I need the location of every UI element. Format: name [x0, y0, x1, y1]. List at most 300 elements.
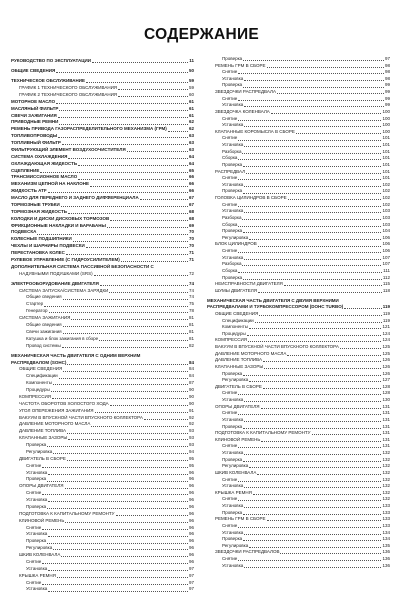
leader-dots — [42, 563, 188, 564]
toc-entry — [11, 449, 194, 456]
toc-page-number: 136 — [382, 549, 390, 555]
toc-entry-title: Процедуры — [222, 330, 246, 336]
leader-dots — [63, 333, 188, 334]
leader-dots — [244, 507, 381, 508]
toc-entry — [11, 504, 194, 511]
toc-page-number: 96 — [188, 510, 194, 516]
leader-dots — [258, 292, 382, 293]
toc-entry — [207, 235, 390, 242]
toc-page-number: 66 — [188, 181, 194, 187]
toc-entry-title: РУЛЕВОЕ УПРАВЛЕНИЕ (С ГИДРОУСИЛИТЕЛЕМ) — [11, 256, 120, 262]
toc-page-number: 101 — [382, 135, 390, 141]
leader-dots — [109, 292, 188, 293]
toc-entry-title: КРЫШКА РЕМНЯ — [215, 489, 252, 495]
toc-entry-title: Установка — [222, 397, 244, 403]
toc-page-number: 71 — [188, 256, 194, 262]
toc-entry-title: ПРИВОДНЫЕ РЕМНИ — [11, 119, 59, 125]
toc-page-number: 97 — [188, 572, 194, 578]
toc-page-number: 97 — [188, 579, 194, 585]
toc-page-number: 69 — [188, 222, 194, 228]
toc-entry — [207, 228, 390, 235]
toc-entry — [207, 281, 390, 288]
toc-entry — [207, 470, 390, 477]
toc-page-number: 124 — [382, 337, 390, 343]
toc-page-number: 74 — [188, 287, 194, 293]
toc-entry — [207, 324, 390, 331]
toc-entry-title: Разборка — [222, 261, 242, 267]
toc-page-number: 132 — [382, 469, 390, 475]
toc-entry — [11, 415, 194, 422]
leader-dots — [238, 560, 381, 561]
toc-page-number: 100 — [382, 115, 390, 121]
toc-page-number: 96 — [188, 490, 194, 496]
toc-entry — [11, 126, 194, 133]
toc-page-number: 107 — [382, 261, 390, 267]
toc-entry-title: Регулировка — [222, 463, 249, 469]
toc-page-number: 11 — [189, 58, 194, 63]
toc-page-number: 84 — [188, 366, 194, 372]
leader-dots — [42, 584, 188, 585]
toc-entry-title: Проверка — [222, 423, 243, 429]
toc-page-number: 101 — [382, 175, 390, 181]
toc-entry — [207, 182, 390, 189]
toc-entry — [207, 450, 390, 457]
toc-entry — [11, 353, 194, 360]
toc-entry — [207, 543, 390, 550]
toc-entry — [207, 129, 390, 136]
toc-entry — [11, 586, 194, 593]
toc-entry-title: Спецификации — [26, 373, 58, 379]
leader-dots — [238, 447, 381, 448]
toc-entry — [11, 92, 194, 99]
toc-entry — [207, 563, 390, 570]
toc-entry — [11, 106, 194, 113]
toc-entry-title: Катушка и блок зажигания в сборе — [26, 335, 99, 341]
toc-page-number: 60 — [188, 91, 194, 97]
toc-page-number: 100 — [382, 128, 390, 134]
toc-entry-title: Снятие — [222, 443, 238, 449]
leader-dots — [238, 394, 381, 395]
toc-page-number: 64 — [188, 153, 194, 159]
toc-page-number: 132 — [382, 496, 390, 502]
leader-dots — [49, 312, 188, 313]
toc-page-number: 128 — [382, 383, 390, 389]
toc-entry-title: Снятие — [222, 410, 238, 416]
toc-entry — [207, 268, 390, 275]
toc-entry-title: НАДУВНЫМИ ПОДУШКАМИ (SRS) — [19, 270, 93, 276]
toc-entry — [11, 580, 194, 587]
toc-entry — [11, 308, 194, 315]
toc-entry — [207, 275, 390, 282]
toc-entry-title: ТРАНСМИССИОННОЕ МАСЛО — [11, 174, 78, 180]
leader-dots — [48, 570, 188, 571]
leader-dots — [246, 173, 381, 174]
toc-entry-title: Установка — [222, 483, 244, 489]
toc-entry-title: Проверка — [26, 442, 47, 447]
toc-entry-title: ШКИВ КОЛЕНВАЛА — [215, 469, 257, 475]
toc-page-number: 90 — [188, 393, 194, 399]
toc-entry — [11, 119, 194, 126]
toc-entry — [11, 343, 194, 350]
toc-entry — [207, 483, 390, 490]
toc-entry-title: Снятие — [222, 201, 238, 207]
leader-dots — [244, 454, 381, 455]
leader-dots — [238, 527, 381, 528]
toc-page-number: 91 — [188, 407, 194, 413]
toc-entry — [207, 437, 390, 444]
toc-entry-title: ДАВЛЕНИЕ ТОПЛИВА — [19, 428, 67, 434]
toc-entry — [207, 503, 390, 510]
toc-page-number: 67 — [188, 195, 194, 200]
toc-entry-title: КЛАПАННЫЕ ЗАЗОРЫ — [19, 435, 68, 441]
leader-dots — [243, 375, 381, 376]
toc-entry-title: ВАКУУМ В ВПУСКНОЙ ЧАСТИ ВПУСКНОГО КОЛЛЕКТОРА — [215, 344, 339, 350]
toc-entry — [11, 545, 194, 552]
toc-entry — [11, 250, 194, 257]
toc-entry-title: Спецификации — [222, 317, 254, 323]
toc-entry-title: Установка — [222, 503, 244, 509]
leader-dots — [277, 93, 384, 94]
toc-entry-title: Провод системы — [26, 342, 61, 348]
toc-entry-title: МОТОРНОЕ МАСЛО — [11, 98, 56, 104]
toc-entry — [207, 142, 390, 149]
toc-entry — [207, 377, 390, 384]
leader-dots — [73, 241, 188, 242]
toc-entry — [207, 496, 390, 503]
toc-entry-title: Снятие — [222, 95, 238, 101]
toc-entry — [207, 102, 390, 109]
leader-dots — [243, 232, 381, 233]
toc-entry-title: КОЛОДКИ И ДИСКИ ДИСКОВЫХ ТОРМОЗОВ — [11, 215, 110, 221]
leader-dots — [244, 401, 381, 402]
toc-page-number: 97 — [188, 586, 194, 592]
toc-page-number: 63 — [188, 133, 194, 139]
toc-page-number: 131 — [382, 443, 390, 449]
toc-entry-title: Проверка — [26, 503, 47, 509]
leader-dots — [243, 60, 384, 61]
toc-page-number: 131 — [382, 436, 390, 442]
toc-entry-title: РЕМЕНЬ ГРМ В СБОРЕ — [215, 516, 266, 522]
leader-dots — [244, 259, 381, 260]
toc-entry-title: РУКОВОДСТВО ПО ЭКСПЛУАТАЦИИ — [11, 58, 92, 63]
leader-dots — [238, 226, 381, 227]
toc-page-number: 96 — [188, 469, 194, 475]
toc-page-number: 133 — [382, 522, 390, 528]
toc-entry-title: ДВИГАТЕЛЬ В СБОРЕ — [215, 383, 262, 389]
toc-entry-title: СВЕЧИ ЗАЖИГАНИЯ — [11, 112, 57, 118]
toc-entry-title: ТОРМОЗНЫЕ ТРУБКИ — [11, 201, 60, 207]
leader-dots — [99, 340, 188, 341]
leader-dots — [67, 364, 188, 365]
leader-dots — [271, 113, 382, 114]
toc-entry-title: Проверка — [26, 538, 47, 544]
toc-entry — [11, 421, 194, 428]
toc-page-number: 131 — [382, 410, 390, 416]
leader-dots — [107, 227, 188, 228]
toc-entry-title: РАСПРЕДВАЛ — [215, 168, 246, 174]
toc-page-number: 106 — [382, 241, 390, 247]
toc-page-number: 72 — [188, 270, 194, 276]
leader-dots — [59, 378, 188, 379]
leader-dots — [238, 272, 382, 273]
leader-dots — [48, 474, 188, 475]
toc-page-number: 132 — [382, 476, 390, 482]
toc-entry — [11, 202, 194, 209]
toc-entry — [11, 329, 194, 336]
leader-dots — [242, 153, 381, 154]
toc-entry-title: ОХЛАЖДАЮЩАЯ ЖИДКОСТЬ — [11, 160, 78, 166]
toc-entry-title: Процедуры — [26, 387, 50, 392]
leader-dots — [244, 421, 381, 422]
toc-page-number: 119 — [382, 310, 390, 316]
toc-entry-title: Регулировка — [26, 448, 53, 454]
leader-dots — [47, 481, 188, 482]
leader-dots — [238, 252, 381, 253]
toc-entry — [11, 401, 194, 408]
toc-entry-title: Снятие — [222, 135, 238, 141]
leader-dots — [59, 110, 188, 111]
leader-dots — [59, 124, 188, 125]
leader-dots — [48, 501, 188, 502]
toc-entry-title: Проверка — [26, 476, 47, 482]
toc-entry-title: КОМПРЕССИЯ — [19, 393, 52, 399]
toc-page-number: 96 — [188, 524, 194, 530]
toc-page-number: 136 — [382, 556, 390, 562]
toc-column-right — [207, 56, 390, 569]
toc-entry-title: КЛАПАННЫЕ КОРОМЫСЛА В СБОРЕ — [215, 128, 295, 134]
toc-entry-title: ДАВЛЕНИЕ МОТОРНОГО МАСЛА — [19, 421, 91, 427]
toc-page-number: 96 — [188, 552, 194, 557]
toc-entry — [11, 281, 194, 288]
toc-page-number: 93 — [188, 428, 194, 434]
toc-page-number: 126 — [382, 357, 390, 363]
toc-page-number: 68 — [188, 208, 194, 214]
toc-page-number: 133 — [382, 509, 390, 515]
toc-entry — [11, 387, 194, 394]
toc-page-number: 103 — [382, 221, 390, 227]
toc-entry — [11, 168, 194, 175]
leader-dots — [144, 419, 188, 420]
leader-dots — [53, 384, 188, 385]
toc-page-number: 62 — [188, 119, 194, 125]
toc-page-number: 96 — [188, 483, 194, 489]
toc-entry — [11, 78, 194, 85]
toc-page-number: 61 — [188, 98, 194, 104]
toc-page-number: 96 — [188, 538, 194, 544]
leader-dots — [42, 467, 188, 468]
toc-entry-title: ЗВЕЗДОЧКИ РАСПРЕДВАЛА — [215, 89, 276, 95]
toc-page-number: 63 — [188, 146, 194, 152]
leader-dots — [48, 192, 188, 193]
leader-dots — [263, 388, 382, 389]
toc-page-number: 119 — [382, 304, 390, 310]
leader-dots — [53, 549, 188, 550]
leader-dots — [42, 529, 188, 530]
toc-entry — [11, 271, 194, 278]
toc-entry — [207, 162, 390, 169]
toc-entry-title: КЛИНОВОЙ РЕМЕНЬ — [19, 517, 65, 523]
toc-entry — [207, 208, 390, 215]
leader-dots — [66, 254, 188, 255]
toc-entry — [11, 538, 194, 545]
toc-page-number: 81 — [188, 321, 194, 327]
toc-entry-title: Снятие — [26, 579, 42, 585]
toc-entry-title: Проверка — [222, 274, 243, 280]
toc-page-number: 133 — [382, 516, 390, 522]
toc-entry — [11, 573, 194, 580]
leader-dots — [62, 347, 188, 348]
toc-page-number: 102 — [382, 195, 390, 201]
toc-entry — [207, 155, 390, 162]
toc-page-number: 111 — [383, 268, 390, 273]
toc-page-number: 131 — [382, 403, 390, 409]
toc-entry-title: ПОДГОТОВКА К КАПИТАЛЬНОМУ РЕМОНТУ — [215, 430, 311, 436]
toc-page-number: 96 — [188, 517, 194, 523]
toc-entry — [207, 89, 390, 96]
leader-dots — [259, 315, 382, 316]
leader-dots — [248, 341, 381, 342]
leader-dots — [242, 219, 381, 220]
leader-dots — [243, 540, 381, 541]
toc-page-number: 102 — [382, 188, 390, 194]
toc-entry — [207, 371, 390, 378]
toc-entry — [207, 202, 390, 209]
toc-entry — [11, 566, 194, 573]
toc-entry-title: СИСТЕМА ОХЛАЖДЕНИЯ — [11, 153, 68, 159]
toc-entry — [207, 63, 390, 70]
leader-dots — [56, 72, 188, 73]
toc-page-number: 103 — [382, 215, 390, 220]
toc-entry-title: КЛИНОВОЙ РЕМЕНЬ — [215, 436, 261, 442]
leader-dots — [344, 308, 382, 309]
toc-entry-title: Установка — [222, 75, 244, 81]
toc-page-number: 66 — [188, 174, 194, 180]
leader-dots — [47, 543, 188, 544]
toc-page-number: 68 — [188, 215, 194, 221]
leader-dots — [243, 461, 381, 462]
leader-dots — [261, 408, 382, 409]
toc-entry — [207, 195, 390, 202]
leader-dots — [44, 306, 188, 307]
toc-entry-title: Проверка — [222, 56, 243, 61]
toc-entry-title: Проверка — [222, 82, 243, 88]
toc-entry — [207, 304, 390, 311]
toc-entry-title: Установка — [222, 102, 244, 108]
toc-entry — [11, 483, 194, 490]
toc-entry-title: ПОДВЕСКА — [11, 229, 37, 235]
toc-entry-title: Установка — [222, 562, 244, 568]
toc-page-number: 107 — [382, 254, 390, 260]
toc-entry — [207, 288, 390, 295]
toc-entry — [207, 530, 390, 537]
leader-dots — [244, 534, 381, 535]
toc-page-number: 132 — [382, 489, 390, 495]
leader-dots — [238, 140, 381, 141]
leader-dots — [68, 439, 188, 440]
toc-entry — [11, 476, 194, 483]
toc-page-number: 132 — [382, 483, 390, 489]
leader-dots — [238, 179, 381, 180]
leader-dots — [47, 446, 188, 447]
toc-entry — [207, 457, 390, 464]
leader-dots — [61, 556, 188, 557]
toc-page-number: 93 — [188, 442, 194, 447]
toc-entry — [207, 463, 390, 470]
toc-page-number: 100 — [382, 109, 390, 114]
toc-entry-title: Генератор — [26, 308, 48, 314]
toc-entry — [11, 463, 194, 470]
toc-entry — [11, 360, 194, 367]
leader-dots — [118, 96, 188, 97]
toc-entry-title: Установка — [222, 142, 244, 148]
toc-page-number: 103 — [382, 208, 390, 214]
toc-entry-title: Установка — [222, 450, 244, 456]
toc-page-number: 96 — [188, 545, 194, 551]
toc-entry-title: КЛАПАННЫЕ ЗАЗОРЫ — [215, 363, 264, 369]
toc-entry — [11, 257, 194, 264]
leader-dots — [71, 319, 188, 320]
toc-entry — [207, 549, 390, 556]
toc-page-number: 135 — [382, 542, 390, 548]
toc-entry — [207, 536, 390, 543]
toc-entry-title: МЕХАНИЧЕСКАЯ ЧАСТЬ ДВИГАТЕЛЯ С ДВУМЯ ВЕРХНИМИ — [207, 297, 339, 303]
leader-dots — [140, 199, 188, 200]
toc-entry-title: БЛОК ЦИЛИНДРОВ — [215, 241, 257, 247]
toc-entry — [207, 222, 390, 229]
toc-entry-title: СЦЕПЛЕНИЕ — [11, 167, 40, 173]
leader-dots — [110, 220, 188, 221]
toc-entry-title: Общие сведения — [26, 321, 62, 327]
leader-dots — [121, 261, 188, 262]
toc-entry — [11, 209, 194, 216]
leader-dots — [62, 144, 188, 145]
toc-page-number: 67 — [188, 201, 194, 207]
leader-dots — [90, 186, 188, 187]
leader-dots — [238, 500, 381, 501]
toc-entry — [207, 56, 390, 63]
leader-dots — [238, 120, 381, 121]
toc-entry — [11, 336, 194, 343]
toc-entry — [11, 394, 194, 401]
toc-page-number: 61 — [188, 105, 194, 111]
toc-entry — [11, 264, 194, 271]
toc-entry — [207, 331, 390, 338]
toc-entry — [207, 443, 390, 450]
leader-dots — [37, 234, 188, 235]
toc-entry — [207, 351, 390, 358]
leader-dots — [243, 87, 384, 88]
toc-entry — [11, 181, 194, 188]
leader-dots — [94, 275, 188, 276]
leader-dots — [95, 412, 188, 413]
toc-page-number: 132 — [382, 456, 390, 462]
toc-page-number: 125 — [382, 344, 390, 350]
toc-page-number: 106 — [382, 248, 390, 254]
toc-page-number: 65 — [188, 167, 194, 173]
leader-dots — [340, 348, 382, 349]
toc-entry-title: ЖИДКОСТЬ АТF — [11, 188, 47, 194]
toc-entry-title: ПЕРЕСТАНОВКА КОЛЕС — [11, 250, 65, 255]
leader-dots — [238, 100, 384, 101]
toc-entry-title: Регулировка — [26, 545, 53, 551]
toc-entry-title: НЕИСПРАВНОСТИ ДВИГАТЕЛЯ — [215, 281, 283, 287]
toc-entry-title: Проверка — [222, 370, 243, 376]
toc-entry-title: ОПОРЫ ДВИГАТЕЛЯ — [215, 403, 260, 409]
toc-page-number: 102 — [382, 181, 390, 187]
toc-entry-title: ЗВЕЗДОЧКА КОЛЕНВАЛА — [215, 109, 270, 114]
toc-entry-title: Снятие — [26, 462, 42, 468]
toc-entry — [11, 366, 194, 373]
